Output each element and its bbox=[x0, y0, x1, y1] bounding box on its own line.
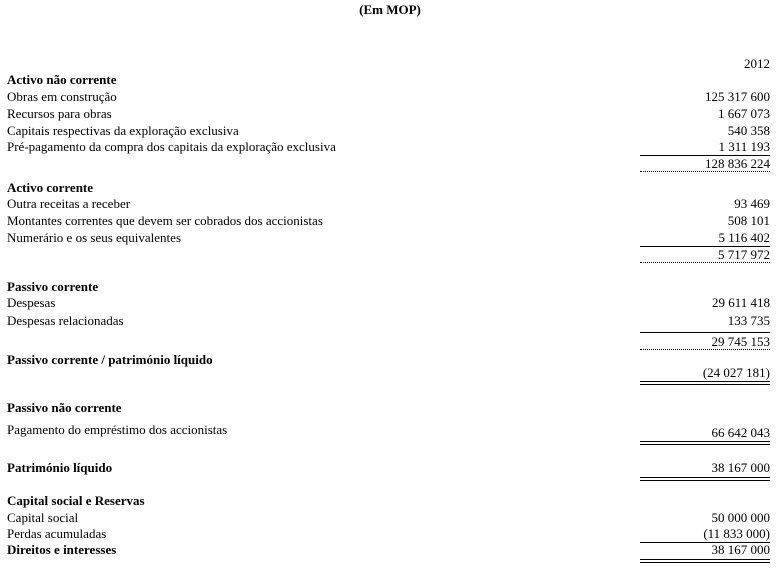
line-item: Capital social 50 000 000 bbox=[7, 510, 770, 525]
direitos-interesses-row: Direitos e interesses 38 167 000 bbox=[7, 542, 770, 557]
passivo-nao-corrente-value: 66 642 043 bbox=[711, 425, 770, 440]
double-rule bbox=[640, 477, 770, 478]
patrimonio-liquido-row: Património líquido 38 167 000 bbox=[7, 460, 770, 475]
dotted-rule bbox=[640, 171, 770, 172]
section-heading-passivo-nao-corrente: Passivo não corrente bbox=[7, 400, 122, 415]
line-item: Capitais respectivas da exploração exclusiva 540 358 bbox=[7, 123, 770, 138]
subtotal-row: 29 745 153 bbox=[711, 334, 770, 349]
double-rule bbox=[640, 559, 770, 560]
line-item: Pagamento do empréstimo dos accionistas bbox=[7, 422, 228, 437]
subtotal-row: 5 717 972 bbox=[718, 247, 770, 262]
section-heading-activo-corrente: Activo corrente bbox=[7, 180, 94, 195]
double-rule bbox=[640, 381, 770, 382]
subtotal-rule bbox=[640, 332, 770, 333]
dotted-rule bbox=[640, 349, 770, 350]
line-item: Pré-pagamento da compra dos capitais da exploração exclusiva 1 311 193 bbox=[7, 139, 770, 154]
line-item: Despesas 29 611 418 bbox=[7, 295, 770, 310]
line-item: Obras em construção 125 317 600 bbox=[7, 89, 770, 104]
passivo-patrimonio-row: Passivo corrente / património líquido bbox=[7, 352, 213, 367]
passivo-patrimonio-value: (24 027 181) bbox=[702, 365, 770, 380]
double-rule bbox=[640, 441, 770, 442]
section-heading-activo-nao-corrente: Activo não corrente bbox=[7, 72, 117, 87]
line-item: Recursos para obras 1 667 073 bbox=[7, 106, 770, 121]
line-item: Perdas acumuladas (11 833 000) bbox=[7, 526, 770, 541]
line-item: Montantes correntes que devem ser cobrados dos accionistas 508 101 bbox=[7, 213, 770, 228]
line-item: Outra receitas a receber 93 469 bbox=[7, 196, 770, 211]
section-heading-passivo-corrente: Passivo corrente bbox=[7, 279, 99, 294]
line-item: Despesas relacionadas 133 735 bbox=[7, 313, 770, 328]
currency-title: (Em MOP) bbox=[359, 2, 421, 17]
year-column-header: 2012 bbox=[744, 56, 770, 71]
section-heading-capital-reservas: Capital social e Reservas bbox=[7, 493, 145, 508]
dotted-rule bbox=[640, 262, 770, 263]
line-item: Numerário e os seus equivalentes 5 116 402 bbox=[7, 230, 770, 245]
subtotal-row: 128 836 224 bbox=[705, 156, 770, 171]
